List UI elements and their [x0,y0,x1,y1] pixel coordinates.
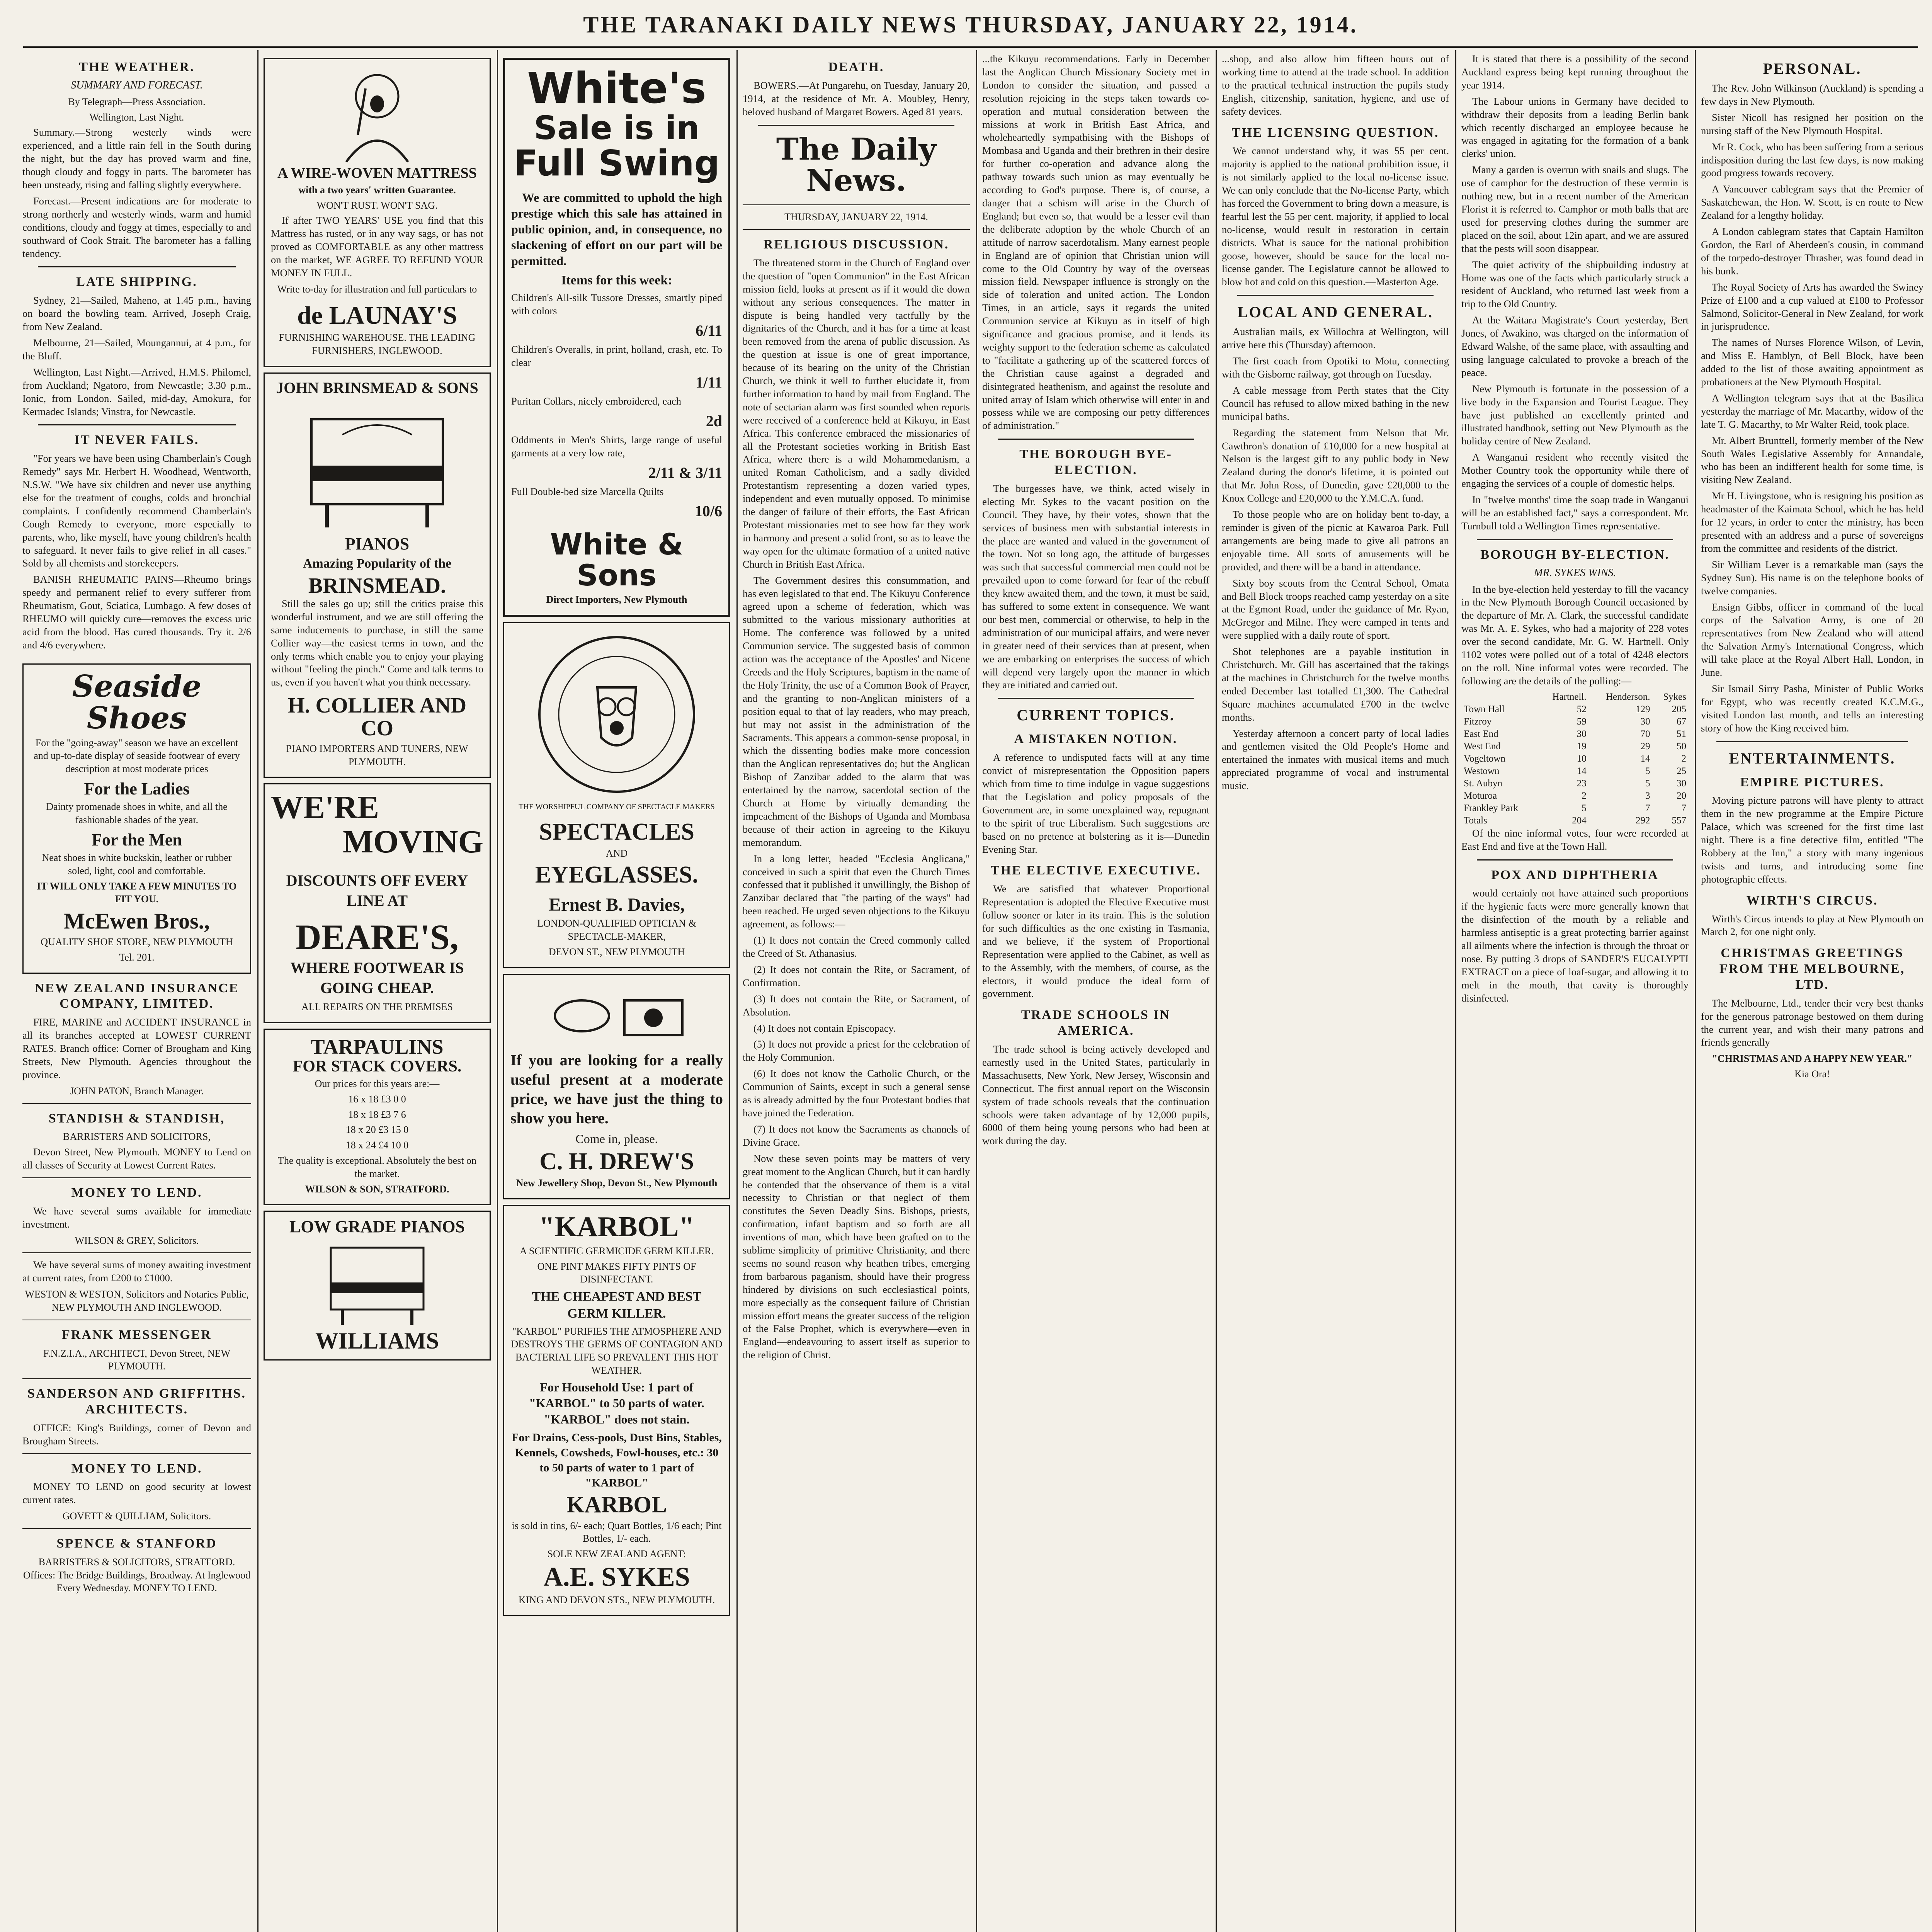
seaside-ad [22,663,251,974]
mcewen-tel: Tel. 201. [119,951,155,963]
money3-sig: GOVETT & QUILLIAM, Solicitors. [62,1510,211,1522]
mcewen-sub: QUALITY SHOE STORE, NEW PLYMOUTH [41,936,233,948]
table-row [1461,790,1689,802]
objection-item: (6) It does not know the Catholic Church, or the Communion of Saints, except in such a general sense as is already admitted by the four Protestant bodies that have joined the Federation. [743,1068,970,1119]
table-row [1461,765,1689,777]
table-cell: 25 [1677,765,1686,776]
whites-item: Full Double-bed size Marcella Quilts [511,485,664,497]
personal-item: A London cablegram states that Captain Hamilton Gordon, the Earl of Aberdeen's cousin, in command of the torpedo-destroyer Thrasher, was found dead in his bunk. [1701,226,1923,277]
local-item: A Wanganui resident who recently visited the Mother Country took the opportunity while there of engaging the services of a couple of domestic helps. [1461,451,1689,490]
objection-item: (4) It does not contain Episcopacy. [753,1022,896,1034]
column-rule [1216,50,1217,1932]
table-row [1461,716,1689,728]
bye-election-editorial-heading: THE BOROUGH BYE-ELECTION. [1019,447,1172,478]
drew-name: C. H. DREW'S [539,1148,694,1175]
column-rule [976,50,977,1932]
table-row [1461,802,1689,815]
whites-item-price: 10/6 [694,502,722,520]
personal-item: Mr R. Cock, who has been suffering from a serious indisposition during the last few days, is now making good progress towards recovery. [1701,141,1923,179]
karbol-line: is sold in tins, 6/- each; Quart Bottles, 1/6 each; Pint Bottles, 1/- each. [512,1520,722,1544]
table-cell: 52 [1577,704,1587,714]
mattress-tag: WON'T RUST. WON'T SAG. [316,199,438,211]
karbol-line: ONE PINT MAKES FIFTY PINTS OF DISINFECTANT. [537,1260,696,1285]
spence-body: BARRISTERS & SOLICITORS, STRATFORD. Offices: The Bridge Buildings, Broadway. At Inglewood Every Wednesday. MONEY TO LEND. [23,1556,251,1594]
weather-forecast: Forecast.—Present indications are for moderate to strong northerly and westerly winds, warm and humid conditions, cloudy and foggy at times, especially to and southward of Cook Strait. The barometer has a falling tendency. [22,195,251,259]
table-cell: Town Hall [1464,704,1505,714]
column-rule [497,50,498,1932]
table-header-row [1461,691,1689,703]
cottage-piano-illustration [319,1236,435,1329]
objection-item: (7) It does not know the Sacraments as channels of Divine Grace. [743,1123,970,1148]
mistaken-heading: A MISTAKEN NOTION. [1014,732,1178,747]
mattress-ad [264,58,491,367]
religious-para: The Government desires this consummation, and has even legislated to that end. The Kikuyu Conference agreed upon a scheme of federation, which was submitted to the various missionary authorities at Home. The conference was followed by a united Communion service. The suggested basis of common action was the acceptance of the Apostles' and Nicene Creeds and the Holy Scriptures, baptism in the name of the Holy Trinity, the use of a Common Book of Prayer, and the granting to non-Anglican ministers of a position equal to that of lay readers, who may preach, but may not assist in the administration of the Sacraments. This appears a common-sense proposal, in which the dissenting bodies make more concession than the Anglican representatives do; but the Anglican Bishop of Zanzibar added to the alarm that was entertained by the narrow, sacerdotal section of the Church at Home by virtually demanding the impeachment of the Bishops of Uganda and Mombasa because of their action in agreeing to the Kikuyu memorandum. [743,574,970,848]
divider [758,125,954,126]
trade-schools-body: The trade school is being actively developed and earnestly used in the United States, particularly in Massachusetts, New York, New Jersey, Wisconsin and Connecticut. The first annual report on the Wisconsin system of trade schools reveals that the continuation schools were taken advantage of by 12,000 pupils, 6000 of them being young persons who had been at work during the day. [982,1043,1209,1147]
column-8 [1696,53,1928,1932]
drew-body: If you are looking for a really useful present at a moderate price, we have just the thing to show you here. [510,1051,723,1127]
personal-item: The Rev. John Wilkinson (Auckland) is spending a few days in New Plymouth. [1701,82,1923,107]
deare-name: DEARE'S, [296,917,459,957]
table-row [1461,740,1689,753]
brinsmead-heading: BRINSMEAD. [308,574,446,598]
local-item: Sixty boy scouts from the Central School, Omata and Bell Block troops reached camp yesterday on a site at the Egmont Road, under the guidance of Mr. Ryan, McGregor and Milne. They were camped in tents and were supplied with a daily route of sport. [1222,577,1449,641]
ladies-heading: For the Ladies [84,779,190,798]
pox-heading: POX AND DIPHTHERIA [1491,867,1659,882]
optician-ad [503,622,730,968]
money2-sig: WESTON & WESTON, Solicitors and Notaries Public, NEW PLYMOUTH AND INGLEWOOD. [25,1289,249,1313]
seaside-intro: For the "going-away" season we have an excellent and up-to-date display of seaside footwear of every description at most moderate prices [34,737,240,775]
local-item: The quiet activity of the shipbuilding industry at Home was one of the facts which particularly struck a resident of Auckland, who returned last week from a trip to the Old Country. [1461,259,1689,310]
table-header: Henderson. [1605,691,1650,702]
column-1 [18,53,256,1932]
pox-body: would certainly not have attained such proportions if the hygienic facts were more generally known that the disinfection of the mouth by a reliable and harmless antiseptic is a great protecting barrier against all ailments where the infection is through the throat or nose. By putting 3 drops of SANDER'S EUCALYPTI EXTRACT on a piece of loaf-sugar, and allowing it to melt in the mouth, that cavity is thoroughly disinfected. [1461,887,1689,1004]
karbol-line: THE CHEAPEST AND BEST GERM KILLER. [532,1289,702,1321]
local-item: Many a garden is overrun with snails and slugs. The use of camphor for the destruction of these vermin is nothing new, but in a recent number of the American Florist it is referred to. Camphor or moth balls that are used for preserving clothes during the summer are placed on the soil, about 12in apart, and we are assured that the pests will soon disappear. [1461,164,1689,254]
tarpaulins-sub: FOR STACK COVERS. [293,1057,462,1075]
divider [22,1378,251,1379]
karbol-line: "KARBOL" PURIFIES THE ATMOSPHERE AND DESTROYS THE GERMS OF CONTAGION AND BACTERIAL LIFE SO PREVALENT THIS HOT WEATHER. [511,1325,723,1376]
delaunay-name: de LAUNAY'S [297,301,457,330]
brinsmead-pianos: PIANOS [345,534,410,553]
davies-name: Ernest B. Davies, [549,894,685,915]
davies-addr: DEVON ST., NEW PLYMOUTH [548,946,685,957]
personal-item: The names of Nurses Florence Wilson, of Levin, and Miss E. Hamblyn, of Bell Block, have been added to the list of those awaiting appointment as probationers at the New Plymouth Hospital. [1701,337,1923,388]
banish-notice: BANISH RHEUMATIC PAINS—Rheumo brings speedy and permanent relief to every sufferer from Rheumatism, Gout, Sciatica, Lumbago. A few doses of RHEUMO will quickly cure—removes the excess uric acid from the blood. Has cured thousands. Try it. 2/6 and 4/6 everywhere. [22,573,251,651]
table-cell: Totals [1464,815,1487,826]
divider [22,1528,251,1529]
divider [1237,295,1434,296]
divider [38,424,236,425]
whites-item-price: 2d [706,412,722,430]
borough-election-body: In the bye-election held yesterday to fill the vacancy in the New Plymouth Borough Council occasioned by the departure of Mr. A. Clark, the successful candidate was Mr. A. E. Sykes, who had a majority of 228 votes over the second candidate, Mr. G. W. Hartnell. Only 1102 votes were polled out of a total of 4248 electors on the roll. Nine informal votes were recorded. The following are the details of the polling:— [1461,583,1689,687]
table-total-row [1461,815,1689,827]
divider [743,229,970,230]
collier-sub: PIANO IMPORTERS AND TUNERS, NEW PLYMOUTH. [286,743,468,767]
local-general-heading: LOCAL AND GENERAL. [1237,303,1434,321]
divider [38,266,236,267]
elective-body: We are satisfied that whatever Proportional Representation is adopted the Elective Executive must follow sooner or later in its train. This is the solution for such difficulties as the one existing in Tasmania, and we believe, if the system of Proportional Representation were applied to the Cabinet, as well as to the Assembly, with the members, of course, as the electors, it would produce the ideal form of government. [982,883,1209,1000]
table-cell: 23 [1577,778,1587,789]
local-item: In "twelve months' time the soap trade in Wanganui will be an established fact," says a correspondent. Mr. Turnbull told a Wellington Times representative. [1461,494,1689,532]
ladies-body: Dainty promenade shoes in white, and all the fashionable shades of the year. [46,801,228,825]
karbol-heading: "KARBOL" [539,1211,695,1243]
personal-item: A Vancouver cablegram says that the Premier of Saskatchewan, the Hon. W. Scott, is en route to New Zealand for a lengthy holiday. [1701,183,1923,221]
table-cell: 129 [1636,704,1650,714]
table-cell: 14 [1577,765,1587,776]
deare-tag: WHERE FOOTWEAR IS GOING CHEAP. [290,959,464,997]
karbol-ad [503,1205,730,1616]
table-cell: 2 [1681,753,1686,764]
sanderson-heading: SANDERSON AND GRIFFITHS. ARCHITECTS. [27,1386,247,1417]
collier-name: H. COLLIER AND CO [287,694,467,741]
table-cell: 5 [1645,765,1650,776]
whites-name: White & Sons [550,527,684,593]
whites-item: Children's Overalls, in print, holland, crash, etc. To clear [511,344,722,368]
money3-heading: MONEY TO LEND. [71,1461,202,1476]
borough-election-close: Of the nine informal votes, four were recorded at East End and five at the Town Hall. [1461,827,1689,852]
table-header [1461,691,1538,703]
table-cell: 2 [1582,790,1587,801]
brinsmead-body: Still the sales go up; still the critics praise this wonderful instrument, and we are still offering the same inducements to purchase, in still the same Collier way—the easiest terms in town, and the only terms which enable you to enjoy your playing without "feeling the pinch." Come and talk terms to us, even if you haven't what you think necessary. [271,597,483,688]
personal-item: Ensign Gibbs, officer in command of the local corps of the Salvation Army, is one of 20 representatives from New Zealand who will attend the Salvation Army's International Congress, which will take place at the Royal Albert Hall, London, in June. [1701,601,1923,679]
table-cell: 5 [1582,803,1587,813]
nz-insurance-sig: JOHN PATON, Branch Manager. [70,1085,204,1097]
column-2 [259,53,495,1932]
personal-item: The Royal Society of Arts has awarded the Swiney Prize of £100 and a cup valued at £100 to Professor Salmond, Solicitor-General in New Zealand, for work in jurisprudence. [1701,281,1923,332]
empire-body: Moving picture patrons will have plenty to attract them in the new programme at the Empire Picture Palace, which was screened for the first time last night. There is a fine detective film, entitled "The Robbery at the Inn," a story with many ingenious twists and turns, and introducing some fine photographic effects. [1701,794,1923,885]
tarpaulins-price-row: 18 x 18 £3 7 6 [348,1109,406,1120]
never-fails-heading: IT NEVER FAILS. [74,433,199,447]
sanderson-body: OFFICE: King's Buildings, corner of Devon and Brougham Streets. [22,1422,251,1447]
divider [1477,859,1673,861]
table-cell: Fitzroy [1464,716,1492,727]
local-item: It is stated that there is a possibility of the second Auckland express being kept running throughout the year 1914. [1461,53,1689,91]
nameplate: The Daily News. [776,131,937,199]
sykes-addr: KING AND DEVON STS., NEW PLYMOUTH. [518,1594,715,1606]
deare-discounts: DISCOUNTS OFF EVERY LINE AT [286,871,468,909]
objection-item: (1) It does not contain the Creed commonly called the Creed of St. Athanasius. [743,934,970,959]
table-cell: 204 [1572,815,1587,826]
deare-were: WE'RE [271,789,379,826]
shipping-item: Melbourne, 21—Sailed, Moungannui, at 4 p.m., for the Bluff. [22,337,251,362]
table-row [1461,703,1689,716]
table-cell: Vogeltown [1464,753,1505,764]
pianos-ad [264,1211,491,1360]
table-cell: 30 [1577,728,1587,739]
whites-sale-ad [503,58,730,617]
men-body: Neat shoes in white buckskin, leather or rubber soled, light, cool and comfortable. [42,852,232,876]
christmas-sig: Kia Ora! [1794,1068,1830,1080]
weather-dateline: Wellington, Last Night. [89,111,184,123]
divider [1716,741,1908,742]
brinsmead-banner: JOHN BRINSMEAD & SONS [276,379,478,396]
mattress-body: If after TWO YEARS' USE you find that this Mattress has rusted, or in any way sags, or has not proved as COMFORTABLE as any other mattress on the market, WE AGREE TO REFUND YOUR MONEY IN FULL. [271,214,483,279]
divider [998,698,1194,699]
borough-election-sub: MR. SYKES WINS. [1534,566,1616,579]
poll-results-table [1461,691,1689,827]
personal-item: Mr H. Livingstone, who is resigning his position as headmaster of the Kaimata School, which he has held for 12 years, in order to enter the ministry, has been presented with an address and a purse of sovereigns from the committee and residents of the district. [1701,490,1923,554]
money-heading: MONEY TO LEND. [71,1185,202,1200]
mattress-sub: with a two years' written Guarantee. [298,184,456,196]
tarpaulins-body: The quality is exceptional. Absolutely the best on the market. [277,1155,477,1179]
table-header: Sykes [1663,691,1686,702]
deare-repairs: ALL REPAIRS ON THE PREMISES [301,1001,453,1013]
shipping-heading: LATE SHIPPING. [76,275,197,289]
karbol-name: KARBOL [566,1492,667,1517]
divider [1477,539,1673,540]
table-cell: 50 [1677,741,1686,752]
seaside-title: Seaside Shoes [72,668,202,736]
messenger-heading: FRANK MESSENGER [62,1327,212,1342]
whites-items-heading: Items for this week: [561,273,672,288]
table-cell: 205 [1672,704,1686,714]
tarpaulins-price-row: 16 x 18 £3 0 0 [348,1093,406,1105]
table-cell: 29 [1640,741,1650,752]
spence-heading: SPENCE & STANFORD [56,1536,217,1551]
shipping-item: Sydney, 21—Sailed, Maheno, at 1.45 p.m., having on board the bowling team. Arrived, Joseph Craig, from New Zealand. [22,294,251,333]
karbol-line: SOLE NEW ZEALAND AGENT: [547,1548,686,1560]
paper-title: THE TARANAKI DAILY NEWS [583,12,958,37]
williams-name: WILLIAMS [315,1328,439,1354]
local-item: To those people who are on holiday bent to-day, a reminder is given of the picnic at Kawaroa Park. Full arrangements are being made to give all patrons an enjoyable time. All sorts of amusements will be provided, and there will be a band in attendance. [1222,509,1449,573]
column-7 [1457,53,1693,1932]
table-cell: 557 [1672,815,1686,826]
delaunay-sub: FURNISHING WAREHOUSE. THE LEADING FURNISHERS, INGLEWOOD. [279,332,476,356]
deare-moving: MOVING [343,823,483,860]
whites-addr: Direct Importers, New Plymouth [546,594,687,605]
table-row [1461,728,1689,740]
personal-heading: PERSONAL. [1763,60,1862,77]
table-cell: Frankley Park [1464,803,1518,813]
table-cell: Westown [1464,765,1500,776]
whites-item-price: 6/11 [696,322,722,340]
standish-sub: BARRISTERS AND SOLICITORS, [63,1131,211,1143]
religious-para: In a long letter, headed "Ecclesia Anglicana," conceived in such a spirit that even the Church Times confessed that it published it unwillingly, the Bishop of Zanzibar declared that "the parting of the ways" had been reached. He urged seven objections to the Kikuyu agreement, as follows:— [743,852,970,930]
wirth-heading: WIRTH'S CIRCUS. [1746,893,1878,908]
divider [743,204,970,205]
death-notice: BOWERS.—At Pungarehu, on Tuesday, January 20, 1914, at the residence of Mr. A. Moubley, Henry, beloved husband of Margaret Bowers. Aged 81 years. [743,79,970,117]
table-header: Hartnell. [1552,691,1587,702]
money-body: We have several sums available for immediate investment. [22,1205,251,1230]
elective-heading: THE ELECTIVE EXECUTIVE. [990,863,1201,878]
borough-election-heading: BOROUGH BY-ELECTION. [1480,547,1670,562]
table-row [1461,777,1689,790]
column-6 [1217,53,1454,1932]
personal-item: Sir Ismail Sirry Pasha, Minister of Public Works for Egypt, who was recently created K.C.M.G., visited London last month, and tells an interesting story of how the King received him. [1701,682,1923,734]
tarpaulins-price-row: 18 x 24 £4 10 0 [345,1139,409,1151]
table-cell: 5 [1645,778,1650,789]
masthead [23,5,1918,44]
current-topics-heading: CURRENT TOPICS. [1017,706,1175,724]
table-cell: 59 [1577,716,1587,727]
table-cell: West End [1464,741,1501,752]
nz-insurance-heading: NEW ZEALAND INSURANCE COMPANY, LIMITED. [34,981,239,1011]
mistaken-body: A reference to undisputed facts will at any time convict of misrepresentation the Opposition papers which from time to time indulge in vague suggestions that the Legislation and policy proposals of the Government are, in some unexplained way, repugnant to the spirit of true Liberalism. Such suggestions are based on no pretence at bolstering as it is—Dunedin Evening Star. [982,752,1209,855]
column-rule [257,50,259,1932]
men-heading: For the Men [92,830,182,849]
spectacles-and: AND [605,847,628,859]
mattress-close: Write to-day for illustration and full particulars to [277,284,477,295]
piano-illustration [296,396,458,535]
column-rule [1455,50,1456,1932]
table-row [1461,753,1689,765]
licensing-heading: THE LICENSING QUESTION. [1231,125,1439,140]
table-cell: East End [1464,728,1498,739]
shipping-item: Wellington, Last Night.—Arrived, H.M.S. Philomel, from Auckland; Ngatoro, from Newcastle; 3.30 p.m., Ionic, from London. Sailed, mid-day, Amokura, for Kermadec Islands; Vinstra, for Newcastle. [22,366,251,417]
table-cell: 67 [1677,716,1686,727]
weather-subheading: SUMMARY AND FORECAST. [71,79,203,91]
local-item: New Plymouth is fortunate in the possession of a live body in the Expansion and Tourist League. They have just published an excellently printed and illustrated handbook, setting out New Plymouth as the holiday centre of New Zealand. [1461,383,1689,447]
karbol-line: For Drains, Cess-pools, Dust Bins, Stables, Kennels, Cowsheds, Fowl-houses, etc.: 30 to 50 parts of water to 1 part of "KARBOL" [512,1431,722,1489]
pianos-heading: LOW GRADE PIANOS [289,1217,465,1236]
money2-body: We have several sums of money awaiting investment at current rates, from £200 to £1000. [22,1259,251,1284]
table-cell: 14 [1640,753,1650,764]
column-4 [738,53,975,1932]
local-item: At the Waitara Magistrate's Court yesterday, Bert Jones, of Awakino, was charged on the information of Edward Walshe, of the same place, with assaulting and using language calculated to provoke a breach of the peace. [1461,314,1689,378]
karbol-sub: A SCIENTIFIC GERMICIDE GERM KILLER. [520,1245,714,1257]
christmas-body: The Melbourne, Ltd., tender their very best thanks for the generous patronage bestowed on them during the current year, and wish their many patrons and friends generally [1701,997,1923,1048]
brinsmead-pop: Amazing Popularity of the [303,556,452,571]
trade-schools-heading: TRADE SCHOOLS IN AMERICA. [1021,1008,1171,1038]
local-item: Yesterday afternoon a concert party of local ladies and gentlemen visited the Old People's Home and entertained the inmates with musical items and much appreciated programme of vocal and instrumental music. [1222,727,1449,792]
objection-item: (3) It does not contain the Rite, or Sacrament, of Absolution. [743,993,970,1018]
religious-para: The threatened storm in the Church of England over the question of "open Communion" in the East African mission field, looks at present as if it would die down without any serious consequences. The matter in dispute is being handled very tactfully by the dignitaries of the Church, and it has for a time at least been removed from the arena of public discussion. As the question at issue is one of great importance, because of its bearing on the unity of the Christian Church, we think it well to further elucidate it, from further information to hand by mail from England. The note of sectarian alarm was first sounded when reports were received of a conference held at Kikuyu, in East Africa. This conference embraced the missionaries of all the Protestant societies working in British East Africa, where there is a wild Mohammedanism, a united Roman Catholicism, and a sadly divided Protestantism representing a dozen varied types, independent and even mutually opposed. To minimise the danger of failure of their efforts, the East African Protestant missionaries met to see how far they work in harmony and present a solid front, so as to leave the way open for the ultimate formation of a united native Church in British East Africa. [743,257,970,570]
tarpaulins-heading: TARPAULINS [311,1035,444,1059]
divider [22,1103,251,1104]
man-yawning-illustration [319,65,435,166]
column-5 [978,53,1214,1932]
table-cell: 10 [1577,753,1587,764]
column-3 [498,53,735,1932]
local-item: The first coach from Opotiki to Motu, connecting with the Gisborne railway, got through on Tuesday. [1222,355,1449,380]
local-item: The Labour unions in Germany have decided to withdraw their deposits from a leading Berlin bank which recently discharged an employee because he was engaged in agitating for the formation of a bank clerks' union. [1461,95,1689,160]
christmas-heading: CHRISTMAS GREETINGS FROM THE MELBOURNE, LTD. [1719,946,1905,992]
local-item: A cable message from Perth states that the City Council has refused to allow mixed bathing in the new municipal baths. [1222,384,1449,422]
whites-item: Puritan Collars, nicely embroidered, each [511,395,682,407]
whites-title-3: Full Swing [514,142,720,184]
jewellery-illustration [532,981,702,1051]
table-cell: 19 [1577,741,1587,752]
licensing-body: We cannot understand why, it was 55 per cent. majority is applied to the national prohibition issue, it is not similarly applied to the local no-license issue. We can only conclude that the No-license Party, which has forced the Government to bring down a measure, is fearful lest the 55 per cent. majority, if applied to local no-license, would result in restoration in certain districts. What is sauce for the national prohibition goose, however, should be sauce for the local no-license gander. The Legislature cannot be allowed to blow hot and cold on this question.—Masterton Age. [1222,145,1449,288]
table-cell: 7 [1681,803,1686,813]
mcewen-name: McEwen Bros., [64,908,210,934]
drew-sub: New Jewellery Shop, Devon St., New Plymouth [516,1177,718,1189]
mattress-heading: A WIRE-WOVEN MATTRESS [277,165,477,181]
column-rule [736,50,738,1932]
column-rule [1695,50,1696,1932]
divider [22,1453,251,1454]
religious-para: Now these seven points may be matters of very great moment to the Anglican Church, but it can hardly be contended that the observance of them is a vital necessity to Christian or that neglect of them constitutes the Seven Deadly Sins. Bishops, priests, confirmation, infant baptism and so forth are all inventions of man, which have been grafted on to the sublime simplicity of primitive Christianity, and there seems no sound reason why heathen tribes, emerging from barbarous paganism, should have their progress hindered by divisions on such ecclesiastical points, more especially as the consequent failure of Christian mission effort means the greater success of the religion of the False Prophet, which is everywhere—even in England—endeavouring to assert itself as superior to the religion of Christ. [743,1152,970,1361]
weather-summary: Summary.—Strong westerly winds were experienced, and a little rain fell in the South during the night, but the day has proved warm and fine, though cloudy and foggy in parts. The barometer has been unsteady, rising and falling slightly everywhere. [22,126,251,191]
bye-election-editorial: The burgesses have, we think, acted wisely in electing Mr. Sykes to the vacant position on the Council. They have, by their votes, shown that the services of business men with substantial interests in the place are wanted and valued in the government of the town. Not so long ago, the attitude of burgesses was such that successful commercial men could not be prevailed upon to come forward for fear of the rebuff they knew awaited them, and the town, it must be said, has suffered to some extent in consequence. We want our best men, commercial or otherwise, to help in the administration of our municipal affairs, and were never in greater need of their services than at present, when we are embarking on enterprises the success of which will depend very largely upon the manner in which they are initiated and carried out. [982,482,1209,691]
personal-item: Sir William Lever is a remarkable man (says the Sydney Sun). His name is on the telephone books of twelve companies. [1701,558,1923,597]
tarpaulins-price-row: 18 x 20 £3 15 0 [345,1124,409,1136]
karbol-line: For Household Use: 1 part of "KARBOL" to 50 parts of water. "KARBOL" does not stain. [529,1380,704,1426]
spectacles-heading: SPECTACLES [539,818,694,845]
objection-item: (2) It does not contain the Rite, or Sacrament, of Confirmation. [743,963,970,988]
table-cell: 292 [1636,815,1650,826]
whites-title-2: Sale is in [534,109,700,147]
nz-insurance-body: FIRE, MARINE and ACCIDENT INSURANCE in all its branches accepted at LOWEST CURRENT RATES. Branch office: Corner of Brougham and King Streets, New Plymouth. Agencies throughout the province. [22,1016,251,1080]
local-item: Shot telephones are a payable institution in Christchurch. Mr. Gill has ascertained that the takings at the machines in Christchurch for the twelve months ended December last totalled £1,300. The Cathedral Square machines accumulated £700 in the twelve months. [1222,646,1449,723]
local-item: Australian mails, ex Willochra at Wellington, will arrive here this (Thursday) afternoon. [1222,326,1449,351]
death-heading: DEATH. [828,60,884,74]
nameplate-date: THURSDAY, JANUARY 22, 1914. [784,211,928,223]
empire-heading: EMPIRE PICTURES. [1740,775,1884,789]
tarpaulins-intro: Our prices for this years are:— [315,1078,440,1089]
standish-heading: STANDISH & STANDISH, [48,1111,225,1126]
masthead-rule [23,46,1918,48]
divider [998,439,1194,440]
eyeglasses-heading: EYEGLASSES. [535,861,699,888]
seaside-close: IT WILL ONLY TAKE A FEW MINUTES TO FIT YOU. [37,880,237,905]
money3-body: MONEY TO LEND on good security at lowest current rates. [22,1481,251,1506]
weather-heading: THE WEATHER. [79,60,195,74]
personal-item: Mr. Albert Brunttell, formerly member of the New South Wales Legislative Assembly for Annandale, who has been an indifferent health for some time, is visiting New Zealand. [1701,434,1923,486]
table-cell: 7 [1645,803,1650,813]
spectacle-makers-seal-icon [532,629,702,799]
table-cell: 30 [1677,778,1686,789]
deare-ad [264,783,491,1023]
table-cell: 51 [1677,728,1686,739]
whites-item-price: 2/11 & 3/11 [648,464,722,481]
whites-item-price: 1/11 [696,373,722,391]
weather-byline: By Telegraph—Press Association. [68,96,206,107]
whites-body: We are committed to uphold the high prestige which this sale has attained in public opinion, and, in consequence, no slackening of effort on our part will be permitted. [511,190,722,268]
money-sig: WILSON & GREY, Solicitors. [75,1235,199,1246]
table-cell: Moturoa [1464,790,1497,801]
standish-body: Devon Street, New Plymouth. MONEY to Lend on all classes of Security at Lowest Current Rates. [22,1146,251,1171]
divider [22,1177,251,1178]
personal-item: Sister Nicoll has resigned her position on the nursing staff of the New Plymouth Hospital. [1701,111,1923,136]
table-cell: 20 [1677,790,1686,801]
entertainments-heading: ENTERTAINMENTS. [1729,749,1896,767]
table-cell: 3 [1645,790,1650,801]
table-cell: 30 [1640,716,1650,727]
whites-item: Oddments in Men's Shirts, large range of useful garments at a very low rate, [511,434,722,459]
brinsmead-ad [264,372,491,778]
whites-title: White's [527,63,706,113]
objection-item: (5) It does not provide a priest for the celebration of the Holy Communion. [743,1038,970,1063]
drew-ad [503,974,730,1199]
local-item: Regarding the statement from Nelson that Mr. Cawthron's donation of £10,000 for a new hospital at Nelson is the largest gift to any public body in New Zealand during the donor's lifetime, it is pointed out that Mr. John Ross, of Dunedin, gave £20,000 to the Knox College and £20,000 to the Y.M.C.A. fund. [1222,427,1449,504]
table-cell: 70 [1640,728,1650,739]
never-fails-body: "For years we have been using Chamberlain's Cough Remedy" says Mr. Herbert H. Woodhead, Wentworth, N.S.W. "We have six children and never use anything else for the treatment of coughs, colds and bronchial complaints. I confidently recommend Chamberlain's Cough Remedy to everyone, more especially to parents, who, like myself, have young children's health to safeguard. It never fails to give relief in all cases." Sold by all chemists and storekeepers. [22,452,251,569]
seal-text: THE WORSHIPFUL COMPANY OF SPECTACLE MAKERS [519,802,715,811]
sykes-name: A.E. SYKES [543,1562,690,1592]
religious-continued: ...the Kikuyu recommendations. Early in December last the Anglican Church Missionary Society met in London to consider the situation, and passed a resolution rejoicing in the steps taken towards co-operation and mutual consideration between the missions at work in British East Africa, and wholeheartedly sympathising with the Bishops of Mombasa and Uganda and their brethren in their desire for further co-operation and advance along the pathway towards such union as may eventually be according to God's purpose. There is, of course, a danger that a schism will arise in the Church of England; but even so, that would be a lesser evil than the deliberate adoption by the whole Church of an attitude of narrow sacerdotalism. Many earnest people in England are of opinion that Christian union will come to the Old Country by way of the overseas mission field. Newspaper influence is strongly on the side of toleration and united action. The London Times, in an article, says it regards the united Communion service at Kikuyu as in itself of high significance and gracious promise, and it lends its weighty support to the federation scheme as calculated to "facilitate a gathering up of the scattered forces of the Christian cause against a degraded and disintegrated heathenism, and against the resolute and united array of Islam which otherwise will enter in and possess while we are composing our petty differences of administration." [982,53,1209,432]
christmas-close: "CHRISTMAS AND A HAPPY NEW YEAR." [1712,1053,1913,1065]
davies-sub: LONDON-QUALIFIED OPTICIAN & SPECTACLE-MAKER, [537,918,696,942]
trade-schools-continued: ...shop, and also allow him fifteen hours out of working time to attend at the trade school. In addition to the practical technical instruction the pupils study English, citizenship, sanitation, hygiene, and use of safety devices. [1222,53,1449,117]
personal-item: A Wellington telegram says that at the Basilica yesterday the marriage of Mr. Macarthy, widow of the late T. G. Macarthy, to Mr Walter Reid, took place. [1701,392,1923,430]
divider [22,1252,251,1253]
issue-date: THURSDAY, JANUARY 22, 1914. [965,12,1358,37]
tarpaulins-ad [264,1029,491,1205]
messenger-sub: F.N.Z.I.A., ARCHITECT, Devon Street, NEW PLYMOUTH. [43,1347,231,1372]
drew-come: Come in, please. [575,1131,658,1146]
whites-item: Children's All-silk Tussore Dresses, smartly piped with colors [511,292,722,317]
tarpaulins-sig: WILSON & SON, STRATFORD. [305,1183,449,1195]
religious-heading: RELIGIOUS DISCUSSION. [763,237,949,252]
table-cell: St. Aubyn [1464,778,1503,789]
wirth-body: Wirth's Circus intends to play at New Plymouth on March 2, for one night only. [1701,913,1923,938]
